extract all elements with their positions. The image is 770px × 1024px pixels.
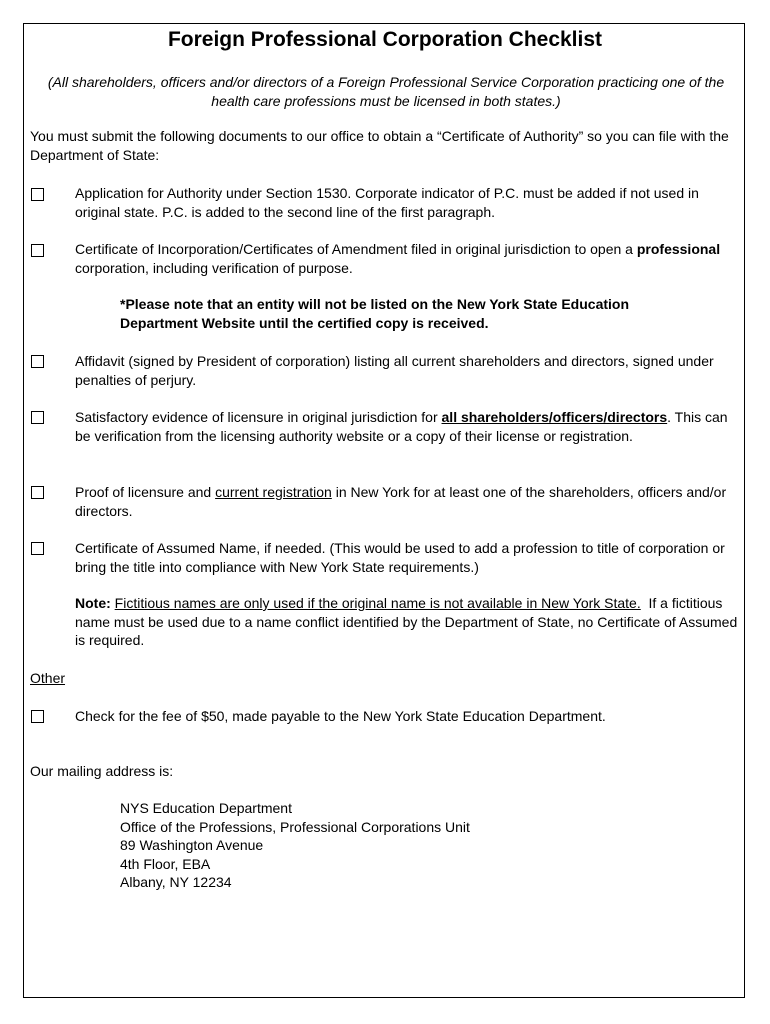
page-title: Foreign Professional Corporation Checklist [167, 28, 603, 51]
address-line: Albany, NY 12234 [120, 874, 232, 890]
item-proof-licensure: Proof of licensure and current registration in New York for at least one of the shareholders, officers and/or directors. [75, 484, 727, 519]
intro-paragraph: You must submit the following documents to our office to obtain a “Certificate of Authority” so you can file with the Department of State: [30, 128, 729, 163]
address-line: Office of the Professions, Professional Corporations Unit [120, 818, 470, 835]
other-heading: Other [30, 670, 66, 686]
address-line: 4th Floor, EBA [120, 855, 211, 872]
item-affidavit: Affidavit (signed by President of corporation) listing all current shareholders and directors, signed under penalties of perjury. [75, 353, 714, 388]
item-licensure-evidence: Satisfactory evidence of licensure in original jurisdiction for all shareholders/officers/directors. This can be verification from the licensing authority website or a copy of their license or registration. [75, 409, 728, 444]
checkbox-assumed-name[interactable] [31, 542, 44, 555]
checkbox-fee[interactable] [31, 710, 44, 723]
checkbox-licensure-evidence[interactable] [31, 411, 44, 424]
subtitle-note: (All shareholders, officers and/or directors of a Foreign Professional Service Corporation practicing one of the health care professions must be licensed in both states.) [47, 74, 725, 109]
mailing-intro: Our mailing address is: [30, 763, 174, 779]
address-line: 89 Washington Avenue [120, 837, 264, 853]
note-paragraph: Note: Fictitious names are only used if the original name is not available in New York State. If a fictitious name must be used due to a name conflict identified by the Department of State, no Certificate of Assumed is required. [75, 595, 742, 648]
mailing-address [120, 799, 620, 892]
checkbox-application[interactable] [31, 188, 44, 201]
checkbox-affidavit[interactable] [31, 355, 44, 368]
checkbox-proof-licensure[interactable] [31, 486, 44, 499]
item-check-fee: Check for the fee of $50, made payable to the New York State Education Department. [75, 708, 606, 724]
item-certificate-incorporation: Certificate of Incorporation/Certificates of Amendment filed in original jurisdiction to open a professional corporation, including verification of purpose. [75, 241, 721, 276]
checkbox-certificate-incorporation[interactable] [31, 244, 44, 257]
item-assumed-name: Certificate of Assumed Name, if needed. (This would be used to add a profession to title of corporation or bring the title into compliance with New York State requirements.) [75, 540, 725, 575]
item-application: Application for Authority under Section 1530. Corporate indicator of P.C. must be added if not used in original state. P.C. is added to the second line of the first paragraph. [75, 185, 699, 220]
please-note: *Please note that an entity will not be listed on the New York State Education Department Website until the certified copy is received. [120, 296, 630, 331]
address-line: NYS Education Department [120, 800, 292, 816]
